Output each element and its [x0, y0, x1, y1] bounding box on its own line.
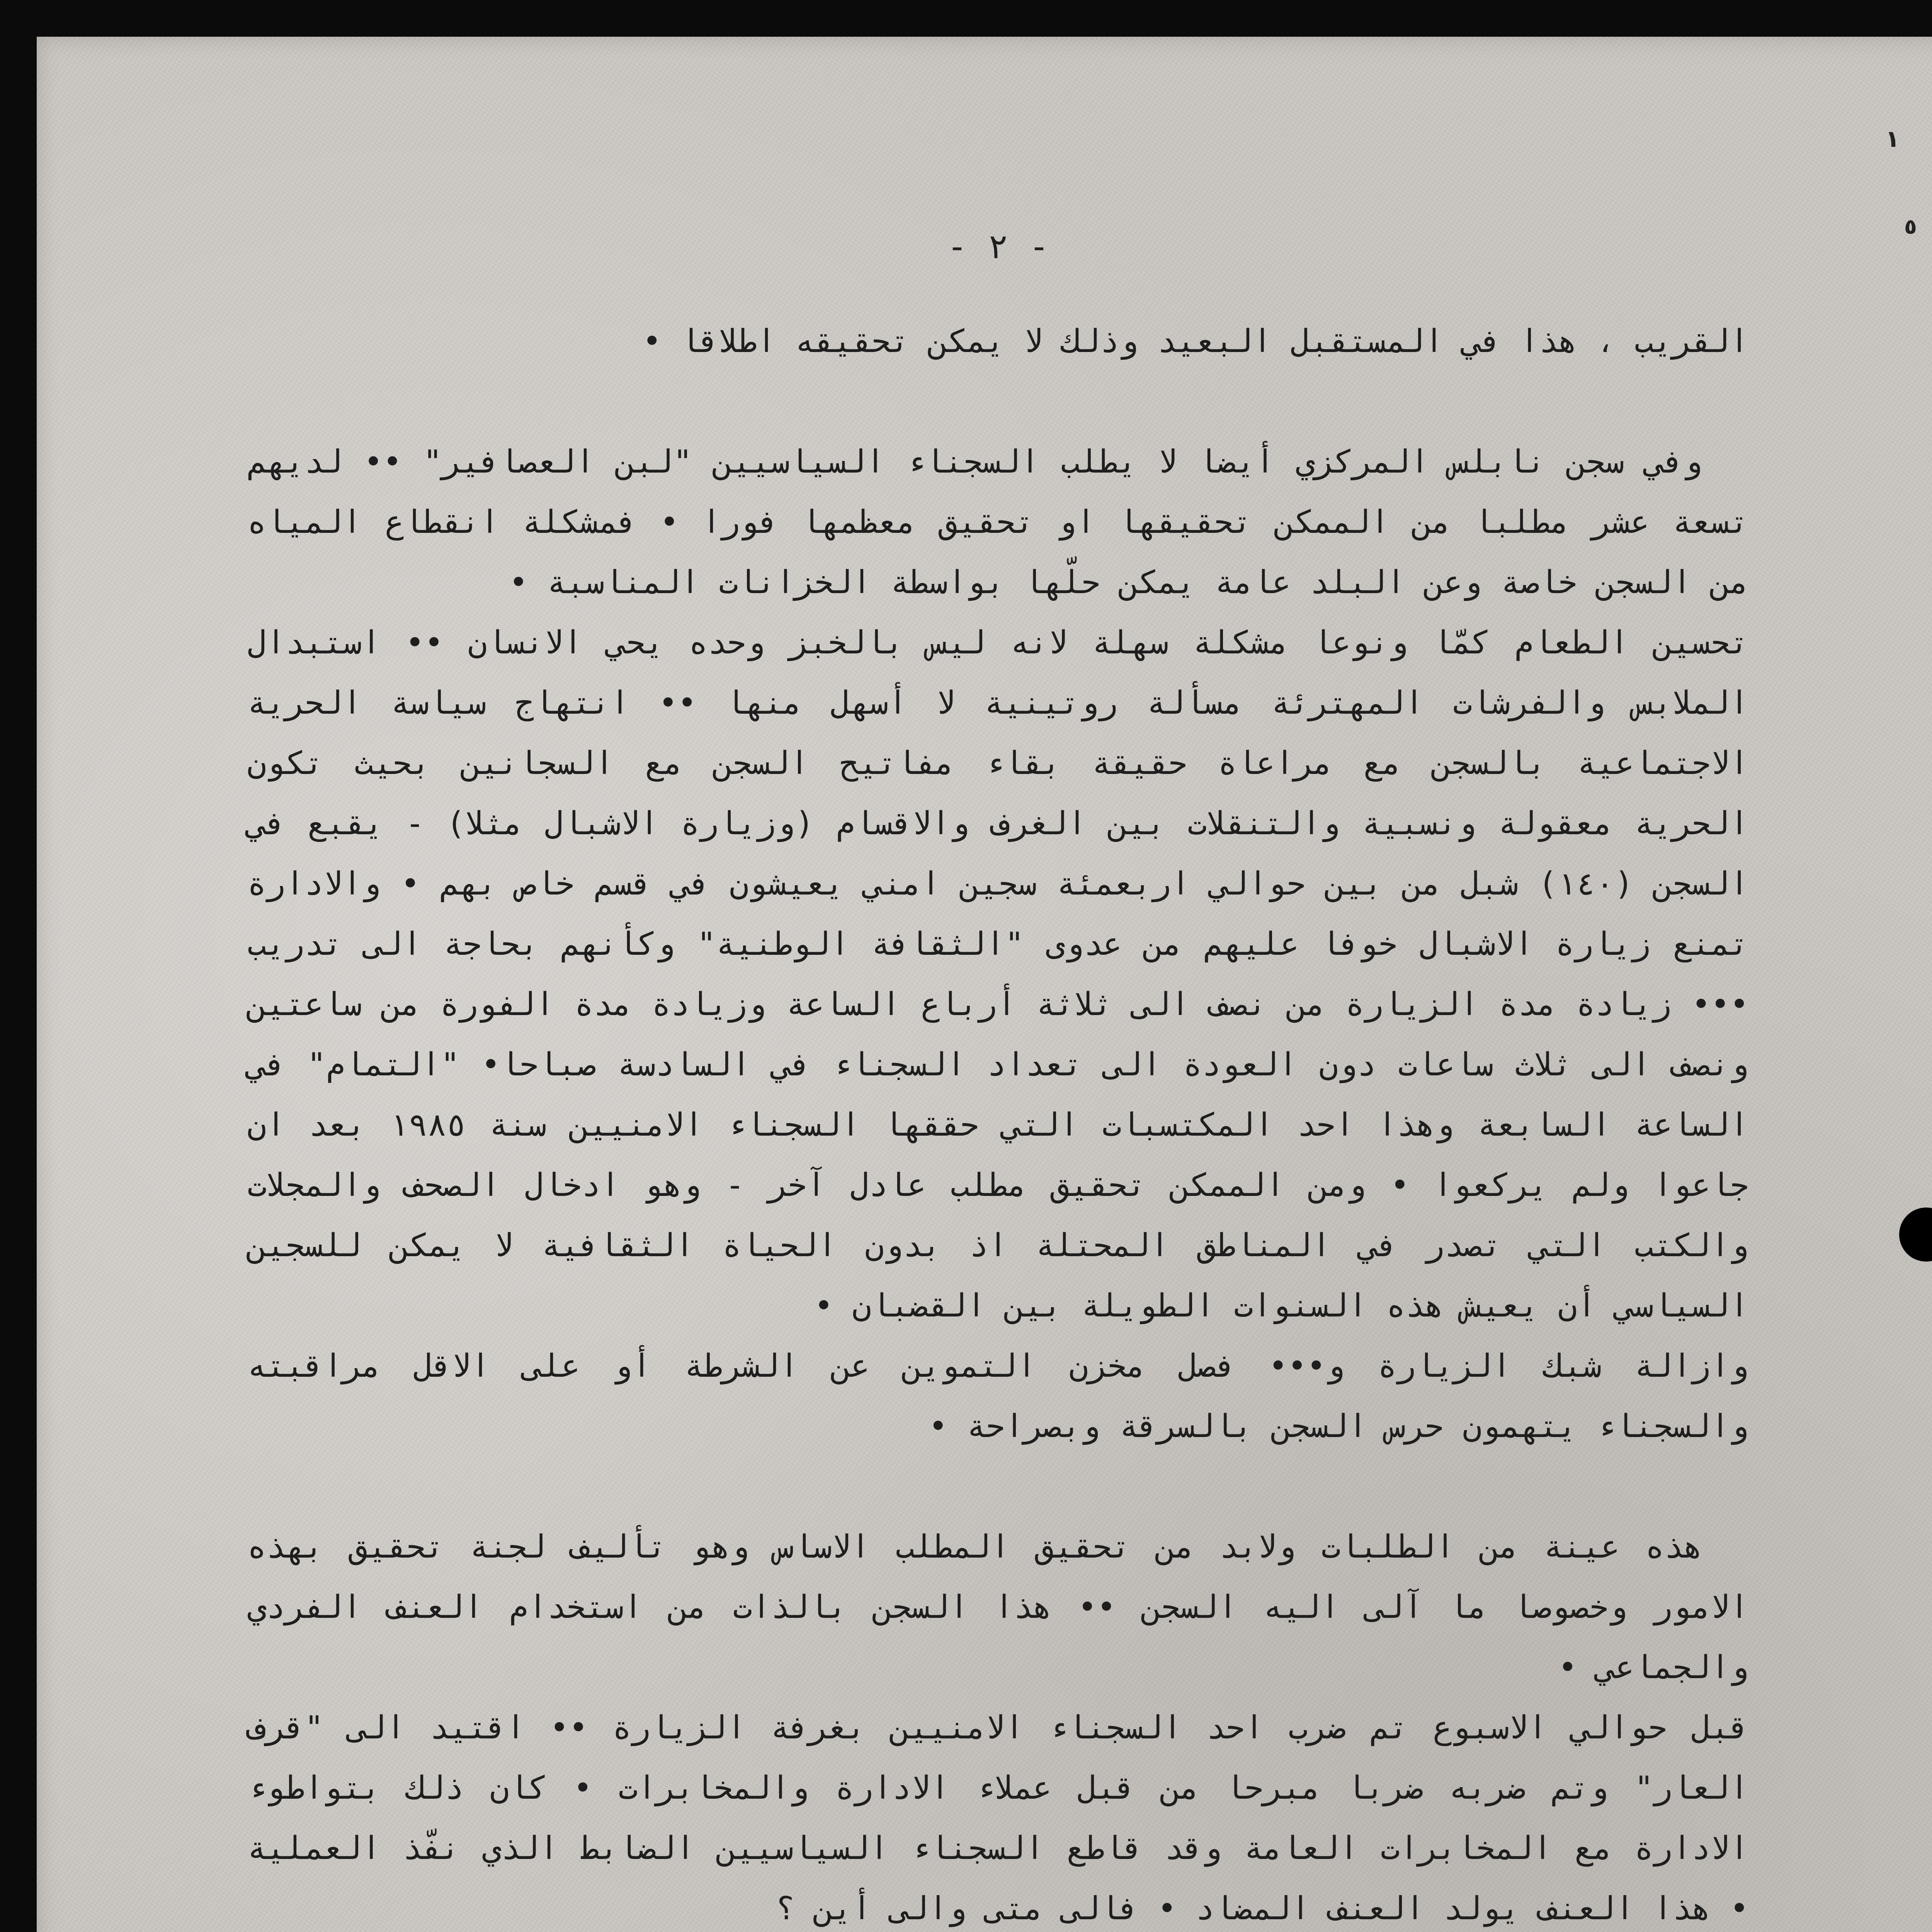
- corner-mark-second: ٥: [1904, 214, 1917, 239]
- paragraph-investigation-committee: هذه عينة من الطلبات ولابد من تحقيق المطلب الاساس وهو تأليف لجنة تحقيق بهذه الامور وخصوصا ما آلى اليه السجن •• هذا السجن بالذات من استخدام العنف الفردي والجماعي •: [247, 1517, 1749, 1698]
- page-number: - ٢ -: [247, 216, 1749, 277]
- paragraph-demands-list: تحسين الطعام كمّا ونوعا مشكلة سهلة لانه ليس بالخبز وحده يحي الانسان •• استبدال الملابس والفرشات المهترئة مسألة روتينية لا أسهل منها •• انتهاج سياسة الحرية الاجتماعية بالسجن مع مراعاة حقيقة بقاء مفاتيح السجن مع السجانين بحيث تكون الحرية معقولة ونسبية والتنقلات بين الغرف والاقسام (وزيارة الاشبال مثلا) - يقبع في السجن (١٤٠) شبل من بين حوالي اربعمئة سجين امني يعيشون في قسم خاص بهم • والادارة تمنع زيارة الاشبال خوفا عليهم من عدوى "الثقافة الوطنية" وكأنهم بحاجة الى تدريب ••• زيادة مدة الزيارة من نصف الى ثلاثة أرباع الساعة وزيادة مدة الفورة من ساعتين ونصف الى ثلاث ساعات دون العودة الى تعداد السجناء في السادسة صباحا• "التمام" في الساعة السابعة وهذا احد المكتسبات التي حققها السجناء الامنيين سنة ١٩٨٥ بعد ان جاعوا ولم يركعوا • ومن الممكن تحقيق مطلب عادل آخر - وهو ادخال الصحف والمجلات والكتب التي تصدر في المناطق المحتلة اذ بدون الحياة الثقافية لا يمكن للسجين السياسي أن يعيش هذه السنوات الطويلة بين القضبان •: [247, 613, 1749, 1336]
- paragraph-continuation: القريب ، هذا في المستقبل البعيد وذلك لا يمكن تحقيقه اطلاقا •: [247, 311, 1749, 372]
- paragraph-visit-mesh: وازالة شبك الزيارة و••• فصل مخزن التموين عن الشرطة أو على الاقل مراقبته والسجناء يتهمون حرس السجن بالسرقة وبصراحة •: [247, 1336, 1749, 1457]
- paragraph-nablus-prison: وفي سجن نابلس المركزي أيضا لا يطلب السجناء السياسيين "لبن العصافير" •• لديهم تسعة عشر مطلبا من الممكن تحقيقها او تحقيق معظمها فورا • فمشكلة انقطاع المياه من السجن خاصة وعن البلد عامة يمكن حلّها بواسطة الخزانات المناسبة •: [247, 432, 1749, 613]
- paragraph-beating-incident: قبل حوالي الاسبوع تم ضرب احد السجناء الامنيين بغرفة الزيارة •• اقتيد الى "قرف العار" وتم ضربه ضربا مبرحا من قبل عملاء الادارة والمخابرات • كان ذلك بتواطوء الادارة مع المخابرات العامة وقد قاطع السجناء السياسيين الضابط الذي نفّذ العملية • هذا العنف يولد العنف المضاد • فالى متى والى أين ؟: [247, 1698, 1749, 1932]
- corner-mark-top: ١: [1885, 126, 1900, 153]
